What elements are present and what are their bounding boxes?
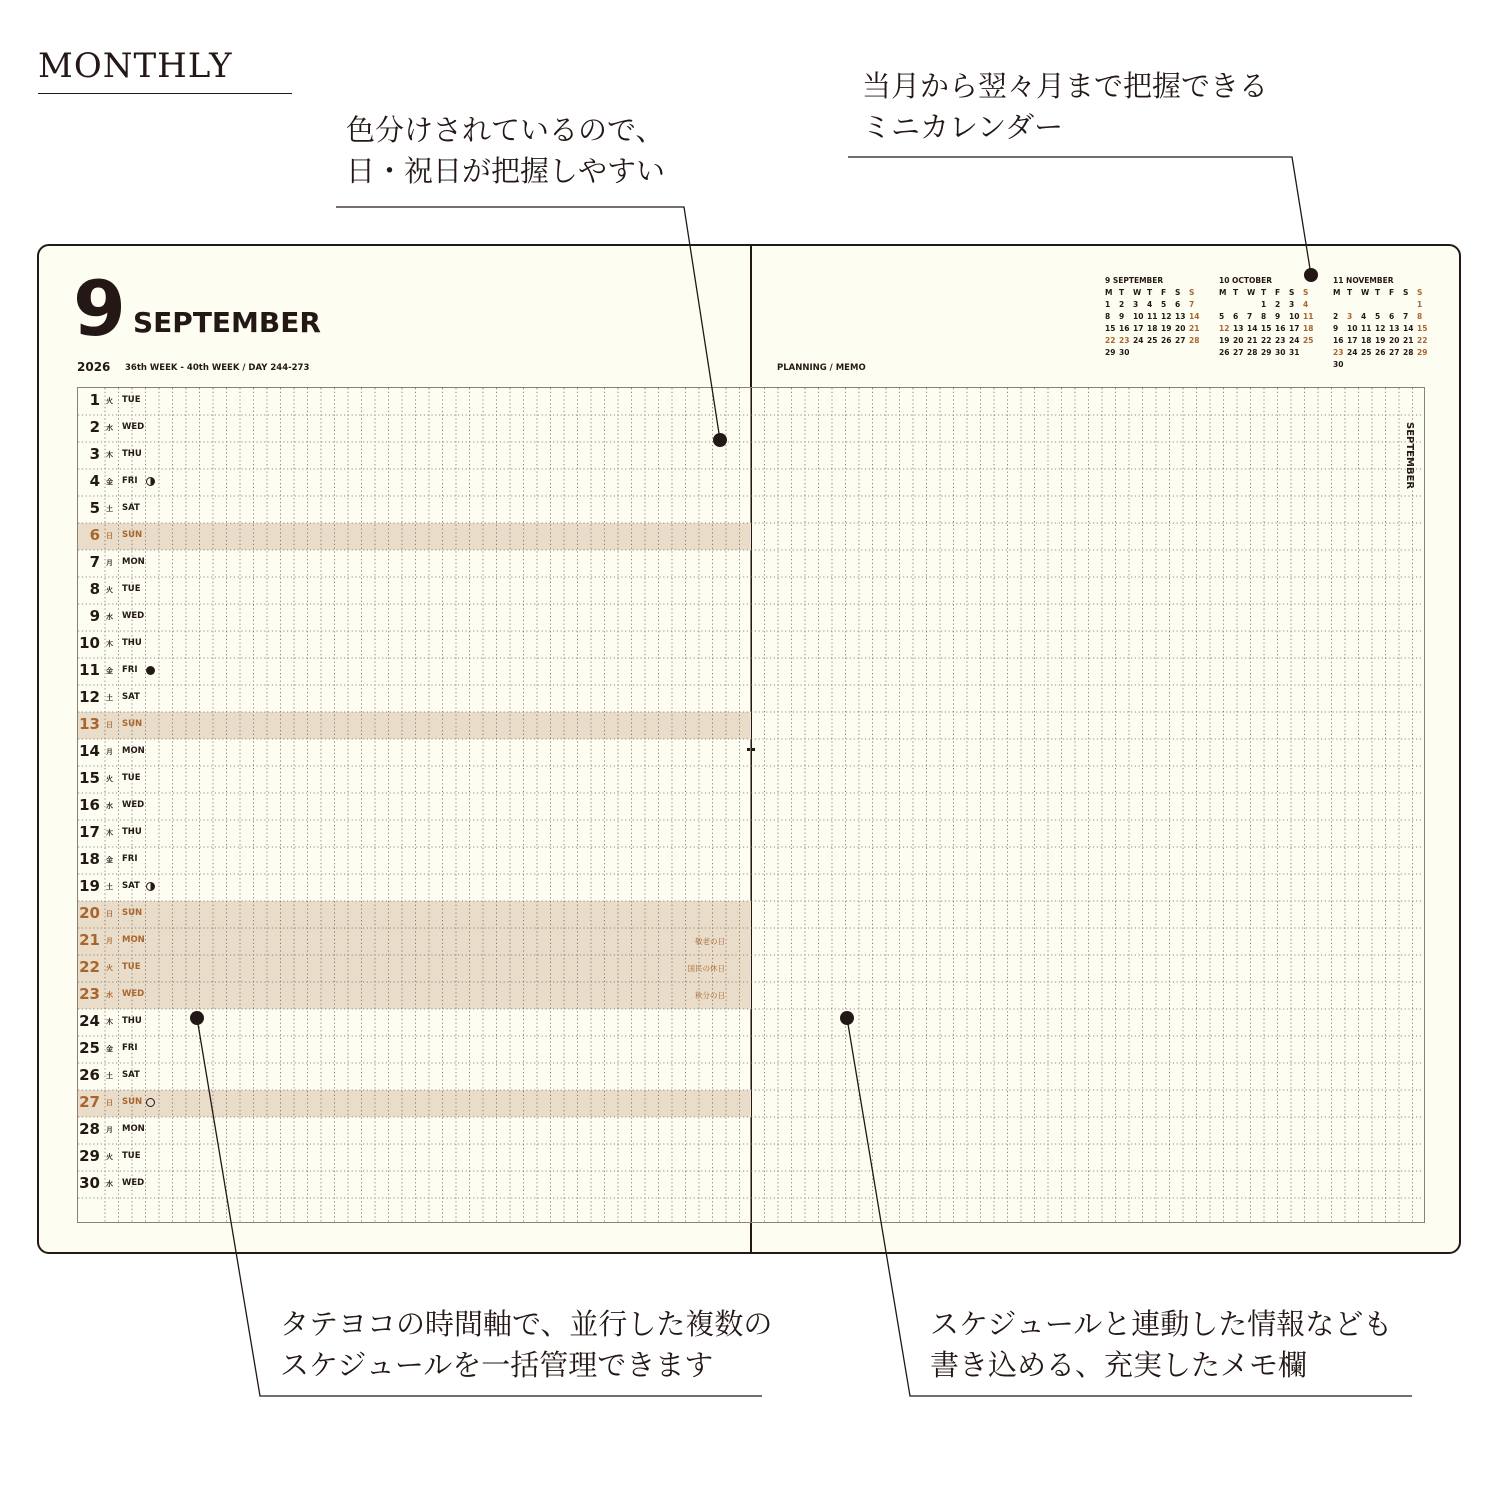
mini-calendar-day: 8 xyxy=(1261,312,1267,321)
day-weekday-en: FRI xyxy=(122,854,138,864)
callout-line: スケジュールを一括管理できます xyxy=(280,1348,714,1382)
day-weekday-jp: 火 xyxy=(106,1153,113,1161)
day-number: 11 xyxy=(79,661,100,679)
mini-calendar-head: T xyxy=(1147,288,1153,297)
callout-line: 書き込める、充実したメモ欄 xyxy=(930,1348,1308,1382)
day-number: 27 xyxy=(79,1093,100,1111)
marker-dot xyxy=(190,1011,204,1025)
day-weekday-jp: 火 xyxy=(106,586,113,594)
mini-calendar-day: 28 xyxy=(1403,348,1414,357)
day-weekday-en: TUE xyxy=(122,1151,141,1161)
mini-calendar-day: 15 xyxy=(1417,324,1428,333)
day-number: 8 xyxy=(89,580,100,598)
day-weekday-en: WED xyxy=(122,800,145,810)
mini-calendar-day: 22 xyxy=(1261,336,1272,345)
mini-calendar-head: T xyxy=(1119,288,1125,297)
day-weekday-jp: 日 xyxy=(106,910,113,918)
mini-calendar-day: 11 xyxy=(1303,312,1314,321)
mini-calendar-head: T xyxy=(1375,288,1381,297)
mini-calendar-head: F xyxy=(1161,288,1167,297)
day-number: 1 xyxy=(89,391,100,409)
mini-calendar-day: 6 xyxy=(1233,312,1239,321)
mini-calendar-day: 31 xyxy=(1289,348,1300,357)
day-weekday-jp: 水 xyxy=(106,613,113,621)
day-number: 19 xyxy=(79,877,100,895)
leader-colors xyxy=(336,207,720,440)
mini-calendar-title: 9 SEPTEMBER xyxy=(1105,276,1164,285)
day-weekday-en: WED xyxy=(122,422,145,432)
day-weekday-jp: 土 xyxy=(106,505,113,513)
mini-calendar-head: W xyxy=(1361,288,1370,297)
callout-line: 色分けされているので、 xyxy=(346,113,665,147)
day-weekday-jp: 水 xyxy=(106,424,113,432)
mini-calendar-day: 10 xyxy=(1133,312,1144,321)
day-number: 3 xyxy=(89,445,100,463)
mini-calendar-day: 24 xyxy=(1289,336,1300,345)
mini-calendar-day: 21 xyxy=(1189,324,1200,333)
mini-calendar-day: 19 xyxy=(1219,336,1230,345)
mini-calendar-day: 30 xyxy=(1275,348,1286,357)
mini-calendar-day: 10 xyxy=(1289,312,1300,321)
mini-calendar-head: M xyxy=(1333,288,1341,297)
holiday-name: 敬老の日 xyxy=(695,937,725,946)
day-weekday-jp: 金 xyxy=(106,856,113,864)
mini-calendar-day: 25 xyxy=(1147,336,1158,345)
mini-calendar-day: 9 xyxy=(1119,312,1125,321)
side-tab: SEPTEMBER xyxy=(1404,422,1415,490)
mini-calendar-day: 28 xyxy=(1247,348,1258,357)
mini-calendar-day: 3 xyxy=(1289,300,1295,309)
mini-calendar-day: 9 xyxy=(1275,312,1281,321)
leader-timeline xyxy=(197,1018,762,1396)
mini-calendar-day: 5 xyxy=(1375,312,1381,321)
mini-calendar-day: 8 xyxy=(1417,312,1423,321)
mini-calendar-day: 27 xyxy=(1233,348,1244,357)
day-weekday-en: MON xyxy=(122,746,145,756)
day-weekday-jp: 水 xyxy=(106,1180,113,1188)
day-weekday-jp: 水 xyxy=(106,802,113,810)
mini-calendar-day: 20 xyxy=(1175,324,1186,333)
mini-calendar-day: 1 xyxy=(1417,300,1423,309)
mini-calendar-head: S xyxy=(1303,288,1309,297)
mini-calendar-day: 4 xyxy=(1147,300,1153,309)
day-number: 14 xyxy=(79,742,100,760)
day-weekday-en: TUE xyxy=(122,584,141,594)
mini-calendar-day: 30 xyxy=(1333,360,1344,369)
mini-calendar-day: 20 xyxy=(1389,336,1400,345)
day-weekday-en: MON xyxy=(122,1124,145,1134)
mini-calendar-title: 10 OCTOBER xyxy=(1219,276,1273,285)
section-title: MONTHLY xyxy=(38,46,233,86)
mini-calendar-day: 12 xyxy=(1375,324,1386,333)
mini-calendar-head: T xyxy=(1233,288,1239,297)
day-weekday-jp: 月 xyxy=(106,1126,113,1134)
mini-calendar-day: 12 xyxy=(1219,324,1230,333)
day-weekday-jp: 火 xyxy=(106,397,113,405)
mini-calendar-head: T xyxy=(1261,288,1267,297)
day-number: 10 xyxy=(79,634,100,652)
mini-calendar-day: 13 xyxy=(1175,312,1186,321)
day-number: 29 xyxy=(79,1147,100,1165)
day-number: 16 xyxy=(79,796,100,814)
day-weekday-en: THU xyxy=(122,638,142,648)
mini-calendar-head: S xyxy=(1289,288,1295,297)
day-weekday-en: TUE xyxy=(122,773,141,783)
day-number: 25 xyxy=(79,1039,100,1057)
day-weekday-jp: 火 xyxy=(106,964,113,972)
mini-calendar-day: 17 xyxy=(1133,324,1144,333)
day-number: 18 xyxy=(79,850,100,868)
day-number: 2 xyxy=(89,418,100,436)
mini-calendar-day: 23 xyxy=(1275,336,1286,345)
day-weekday-en: MON xyxy=(122,557,145,567)
mini-calendar-day: 15 xyxy=(1105,324,1116,333)
day-weekday-en: SUN xyxy=(122,1097,143,1107)
mini-calendar-day: 6 xyxy=(1175,300,1181,309)
day-number: 6 xyxy=(89,526,100,544)
day-weekday-jp: 火 xyxy=(106,775,113,783)
mini-calendar-day: 19 xyxy=(1161,324,1172,333)
mini-calendar-day: 26 xyxy=(1375,348,1386,357)
day-weekday-jp: 木 xyxy=(106,1018,113,1026)
mini-calendar-day: 4 xyxy=(1361,312,1367,321)
day-number: 26 xyxy=(79,1066,100,1084)
mini-calendar-day: 29 xyxy=(1261,348,1272,357)
mini-calendar-day: 8 xyxy=(1105,312,1111,321)
mini-calendar-head: M xyxy=(1219,288,1227,297)
day-weekday-jp: 水 xyxy=(106,991,113,999)
day-number: 28 xyxy=(79,1120,100,1138)
day-weekday-en: THU xyxy=(122,1016,142,1026)
day-number: 24 xyxy=(79,1012,100,1030)
mini-calendar-day: 17 xyxy=(1289,324,1300,333)
mini-calendar-day: 2 xyxy=(1119,300,1125,309)
mini-calendar-day: 25 xyxy=(1303,336,1314,345)
mini-calendar-day: 23 xyxy=(1119,336,1130,345)
day-number: 4 xyxy=(89,472,100,490)
day-number: 20 xyxy=(79,904,100,922)
marker-dot xyxy=(713,433,727,447)
day-weekday-en: SAT xyxy=(122,692,140,702)
mini-calendar-day: 3 xyxy=(1347,312,1353,321)
day-weekday-jp: 月 xyxy=(106,937,113,945)
mini-calendar-day: 28 xyxy=(1189,336,1200,345)
day-weekday-jp: 土 xyxy=(106,1072,113,1080)
day-number: 23 xyxy=(79,985,100,1003)
memo-title: PLANNING / MEMO xyxy=(777,363,866,373)
mini-calendar-head: S xyxy=(1417,288,1423,297)
mini-calendar-day: 30 xyxy=(1119,348,1130,357)
mini-calendar-day: 11 xyxy=(1361,324,1372,333)
day-weekday-en: FRI xyxy=(122,665,138,675)
day-number: 21 xyxy=(79,931,100,949)
mini-calendar-day: 5 xyxy=(1161,300,1167,309)
day-weekday-en: MON xyxy=(122,935,145,945)
mini-calendar-day: 6 xyxy=(1389,312,1395,321)
mini-calendar-day: 18 xyxy=(1361,336,1372,345)
mini-calendar-day: 11 xyxy=(1147,312,1158,321)
mini-calendar-day: 2 xyxy=(1333,312,1339,321)
day-weekday-jp: 金 xyxy=(106,478,113,486)
month-name: SEPTEMBER xyxy=(133,306,321,339)
mini-calendar-day: 5 xyxy=(1219,312,1225,321)
mini-calendar-day: 3 xyxy=(1133,300,1139,309)
day-weekday-en: THU xyxy=(122,449,142,459)
mini-calendar-day: 26 xyxy=(1161,336,1172,345)
mini-calendar-head: S xyxy=(1403,288,1409,297)
mini-calendar-day: 7 xyxy=(1189,300,1195,309)
week-info: 36th WEEK - 40th WEEK / DAY 244-273 xyxy=(125,363,310,373)
mini-calendar-day: 7 xyxy=(1247,312,1253,321)
day-number: 12 xyxy=(79,688,100,706)
day-number: 15 xyxy=(79,769,100,787)
mini-calendar-day: 7 xyxy=(1403,312,1409,321)
mini-calendar-day: 1 xyxy=(1105,300,1111,309)
mini-calendar-day: 12 xyxy=(1161,312,1172,321)
mini-calendar-day: 14 xyxy=(1189,312,1200,321)
day-weekday-en: FRI xyxy=(122,476,138,486)
callout-line: スケジュールと連動した情報なども xyxy=(930,1307,1393,1341)
mini-calendar-day: 15 xyxy=(1261,324,1272,333)
mini-calendar-day: 25 xyxy=(1361,348,1372,357)
mini-calendar-head: F xyxy=(1389,288,1395,297)
mini-calendar-day: 27 xyxy=(1175,336,1186,345)
day-weekday-en: FRI xyxy=(122,1043,138,1053)
day-weekday-en: SUN xyxy=(122,719,143,729)
mini-calendar-day: 22 xyxy=(1417,336,1428,345)
day-weekday-en: SAT xyxy=(122,881,140,891)
day-weekday-jp: 金 xyxy=(106,667,113,675)
holiday-name: 秋分の日 xyxy=(695,991,725,1000)
mini-calendar-day: 18 xyxy=(1147,324,1158,333)
callout-line: 当月から翌々月まで把握できる xyxy=(862,69,1269,103)
month-number: 9 xyxy=(73,264,126,353)
mini-calendar-day: 20 xyxy=(1233,336,1244,345)
day-number: 30 xyxy=(79,1174,100,1192)
leader-memo xyxy=(847,1018,1412,1396)
mini-calendar-day: 22 xyxy=(1105,336,1116,345)
day-weekday-en: SUN xyxy=(122,908,143,918)
mini-calendar-day: 9 xyxy=(1333,324,1339,333)
day-weekday-en: TUE xyxy=(122,962,141,972)
mini-calendar-head: S xyxy=(1175,288,1181,297)
callout-line: 日・祝日が把握しやすい xyxy=(346,154,666,188)
day-weekday-en: TUE xyxy=(122,395,141,405)
mini-calendar-day: 29 xyxy=(1105,348,1116,357)
mini-calendar-head: F xyxy=(1275,288,1281,297)
mini-calendar-day: 27 xyxy=(1389,348,1400,357)
mini-calendar-day: 4 xyxy=(1303,300,1309,309)
marker-dot xyxy=(1304,268,1318,282)
day-number: 13 xyxy=(79,715,100,733)
mini-calendar-day: 26 xyxy=(1219,348,1230,357)
day-number: 22 xyxy=(79,958,100,976)
mini-calendar-head: S xyxy=(1189,288,1195,297)
day-weekday-en: WED xyxy=(122,989,145,999)
holiday-name: 国民の休日 xyxy=(687,964,725,973)
mini-calendar-day: 1 xyxy=(1261,300,1267,309)
mini-calendar-day: 16 xyxy=(1275,324,1286,333)
day-weekday-jp: 月 xyxy=(106,559,113,567)
mini-calendar-day: 17 xyxy=(1347,336,1358,345)
day-weekday-jp: 木 xyxy=(106,640,113,648)
mini-calendar-day: 16 xyxy=(1333,336,1344,345)
day-number: 7 xyxy=(89,553,100,571)
mini-calendar-day: 14 xyxy=(1403,324,1414,333)
day-weekday-jp: 金 xyxy=(106,1045,113,1053)
day-number: 9 xyxy=(89,607,100,625)
mini-calendar-head: W xyxy=(1133,288,1142,297)
mini-calendar-day: 13 xyxy=(1389,324,1400,333)
mini-calendar-day: 13 xyxy=(1233,324,1244,333)
mini-calendar-day: 24 xyxy=(1347,348,1358,357)
year: 2026 xyxy=(77,360,111,374)
day-weekday-jp: 土 xyxy=(106,883,113,891)
day-weekday-jp: 日 xyxy=(106,721,113,729)
callout-line: タテヨコの時間軸で、並行した複数の xyxy=(280,1307,773,1341)
day-weekday-en: SAT xyxy=(122,1070,140,1080)
day-weekday-jp: 土 xyxy=(106,694,113,702)
day-weekday-en: WED xyxy=(122,1178,145,1188)
day-weekday-jp: 日 xyxy=(106,532,113,540)
mini-calendar-day: 19 xyxy=(1375,336,1386,345)
mini-calendar-day: 18 xyxy=(1303,324,1314,333)
day-weekday-jp: 月 xyxy=(106,748,113,756)
mini-calendar-head: T xyxy=(1347,288,1353,297)
mini-calendar-day: 16 xyxy=(1119,324,1130,333)
day-number: 17 xyxy=(79,823,100,841)
mini-calendar-day: 14 xyxy=(1247,324,1258,333)
mini-calendar-day: 10 xyxy=(1347,324,1358,333)
mini-calendar-head: M xyxy=(1105,288,1113,297)
day-weekday-en: SAT xyxy=(122,503,140,513)
marker-dot xyxy=(840,1011,854,1025)
day-weekday-en: WED xyxy=(122,611,145,621)
day-weekday-jp: 日 xyxy=(106,1099,113,1107)
day-weekday-en: SUN xyxy=(122,530,143,540)
leader-minical xyxy=(848,157,1311,275)
day-weekday-en: THU xyxy=(122,827,142,837)
mini-calendar-day: 24 xyxy=(1133,336,1144,345)
day-number: 5 xyxy=(89,499,100,517)
mini-calendar-day: 21 xyxy=(1403,336,1414,345)
mini-calendar-day: 23 xyxy=(1333,348,1344,357)
mini-calendar-day: 21 xyxy=(1247,336,1258,345)
callout-line: ミニカレンダー xyxy=(862,110,1064,144)
mini-calendar-title: 11 NOVEMBER xyxy=(1333,276,1394,285)
mini-calendar-day: 2 xyxy=(1275,300,1281,309)
mini-calendar-day: 29 xyxy=(1417,348,1428,357)
day-weekday-jp: 木 xyxy=(106,829,113,837)
mini-calendar-head: W xyxy=(1247,288,1256,297)
day-weekday-jp: 木 xyxy=(106,451,113,459)
